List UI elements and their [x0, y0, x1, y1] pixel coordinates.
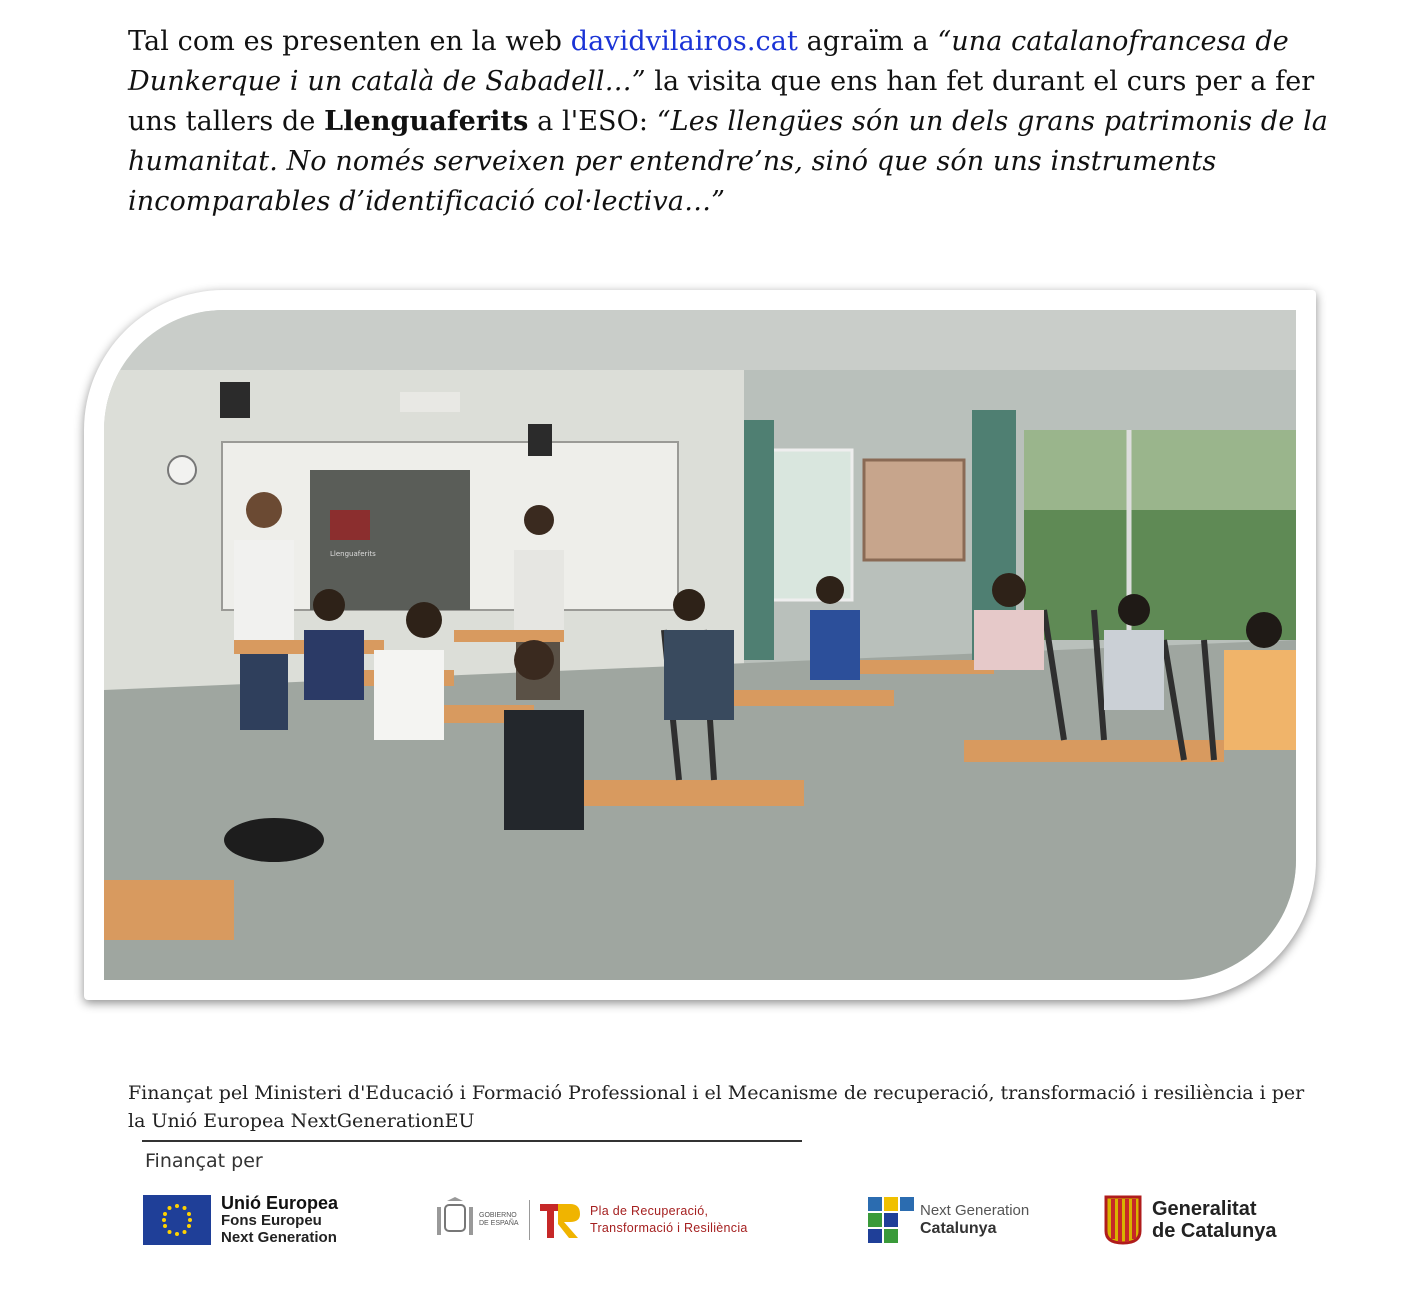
divider: [142, 1140, 802, 1142]
eu-line-3: Next Generation: [221, 1228, 337, 1246]
logo-generalitat: [1104, 1194, 1276, 1246]
gobierno-label: GOBIERNO DE ESPAÑA: [479, 1212, 519, 1227]
ngc-line-1: Next Generation: [920, 1202, 1030, 1219]
logo-eu-next-generation: [143, 1194, 338, 1246]
quote-visitors: “una catalanofrancesa de Dunkerque i un català de Sabadell…”: [128, 26, 1289, 97]
gen-line-2: de Catalunya: [1152, 1220, 1277, 1242]
spain-coat-of-arms-icon: [435, 1197, 475, 1243]
classroom-photo: [104, 310, 1296, 980]
website-link[interactable]: davidvilairos.cat: [570, 26, 798, 57]
prtr-separator: [529, 1200, 530, 1240]
financat-per-label: Finançat per: [145, 1150, 263, 1172]
ngc-line-2: Catalunya: [920, 1220, 997, 1237]
quote-languages: “Les llengües són un dels grans patrimonis de la humanitat. No només serveixen per entendre’ns, sinó que són uns instruments incomparables d’identificació col·lectiva…”: [128, 106, 1329, 217]
logo-next-generation-catalunya: [868, 1194, 1029, 1246]
prtr-line-1: Pla de Recuperació,: [590, 1204, 709, 1218]
prtr-line-2: Transformació i Resiliència: [590, 1221, 748, 1235]
eu-line-2: Fons Europeu: [221, 1211, 322, 1229]
intro-text-4: a l'ESO:: [528, 106, 657, 137]
eu-flag-icon: [143, 1195, 211, 1245]
senyera-shield-icon: [1104, 1195, 1142, 1245]
gen-line-1: Generalitat: [1152, 1198, 1257, 1220]
prtr-mark-icon: [538, 1200, 582, 1240]
intro-text-3: la visita que ens han fet durant el curs per a fer uns tallers de: [128, 66, 1315, 137]
intro-paragraph: [128, 22, 1328, 222]
logo-plan-recuperacio: [435, 1194, 748, 1246]
eu-line-1: Unió Europea: [221, 1192, 339, 1213]
llenguaferits-name: Llenguaferits: [324, 106, 529, 137]
intro-text-1: Tal com es presenten en la web: [128, 26, 571, 57]
slide-title: Llenguaferits: [330, 550, 376, 558]
funding-statement: Finançat pel Ministeri d'Educació i Formació Professional i el Mecanisme de recuperació, transformació i resiliència i per la Unió Europea NextGenerationEU: [128, 1082, 1305, 1132]
ngc-squares-icon: [868, 1195, 914, 1245]
intro-text-2: agraïm a: [797, 26, 938, 57]
